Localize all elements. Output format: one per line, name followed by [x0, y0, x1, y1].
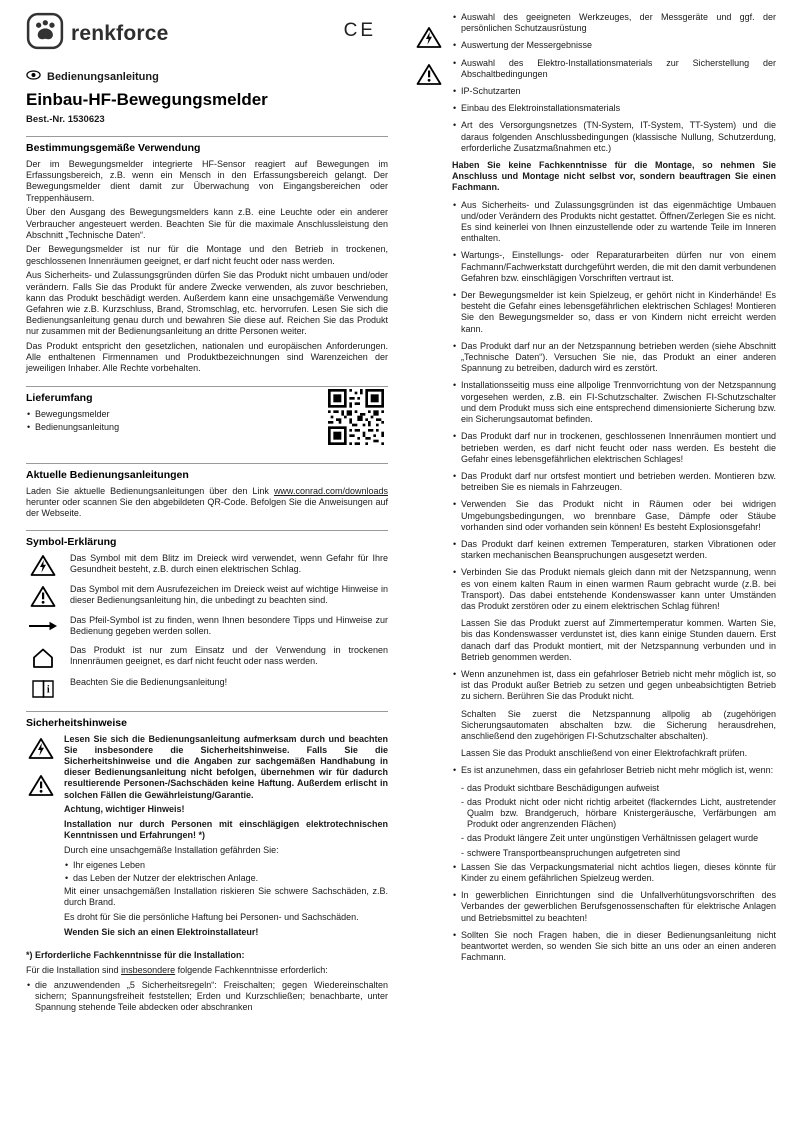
exclamation-triangle-icon [26, 584, 60, 608]
safety-item: • Das Produkt darf keinen extremen Temperaturen, starken Vibrationen oder starken mechanischen Beanspruchungen ausgesetzt werden. [452, 539, 776, 561]
manuals-text [26, 486, 388, 520]
delivery-item: • Bedienungsanleitung [26, 422, 388, 433]
risk-item: • Ihr eigenes Leben [64, 860, 388, 871]
page-title: Einbau-HF-Bewegungsmelder [26, 90, 268, 109]
renkforce-paw-icon [26, 12, 64, 55]
lightning-triangle-icon [416, 26, 442, 54]
section-safety [26, 711, 388, 1014]
safety-item: Schalten Sie zuerst die Netzspannung allpolig ab (zugehörigen Sicherungsautomaten abschalten bzw. die Sicherung herausdrehen, anschließend den zugehörigen FI-Schutzschalter abschalten). [461, 708, 776, 741]
lightning-triangle-icon [26, 553, 60, 577]
section-heading-usage: Bestimmungsgemäße Verwendung [26, 142, 201, 154]
symbol-text: Das Symbol mit dem Ausrufezeichen im Dreieck weist auf wichtige Hinweise in dieser Bedienungsanleitung hin, die unbedingt zu beachten sind. [70, 584, 388, 606]
skills-lead-after: folgende Fachkenntnisse erforderlich: [177, 965, 328, 976]
arrow-icon [26, 615, 60, 631]
safety-item: Lassen Sie das Produkt zuerst auf Zimmertemperatur kommen. Warten Sie, bis das Kondenswasser verdunstet ist, dies kann einige Stunden dauern. Erst danach darf das Produkt montiert, mit der Netzspannung verbunden und in Betrieb genommen werden. [461, 618, 776, 662]
safety-intro-content [64, 734, 388, 942]
symbol-row [26, 677, 388, 700]
safety-item: - das Produkt längere Zeit unter ungünstigen Verhältnissen gelagert wurde [452, 833, 776, 844]
safety-item: • Verwenden Sie das Produkt nicht in Räumen oder bei widrigen Umgebungsbedingungen, wo brennbare Gase, Dämpfe oder Stäube vorhanden sind oder vorhanden sein können! Es besteht Explosionsgefahr! [452, 499, 776, 533]
safety-item: • Das Produkt darf nur in trockenen, geschlossenen Innenräumen montiert und betrieben werden, es darf nicht feucht oder nass werden. Es besteht die Gefahr eines lebensgefährlichen elektrischen Schlages! [452, 431, 776, 465]
safety-item: • In gewerblichen Einrichtungen sind die Unfallverhütungsvorschriften des Verbandes der gewerblichen Berufsgenossenschaften für elektrische Anlagen und Betriebsmittel zu beachten! [452, 890, 776, 924]
safety-item: • IP-Schutzarten [452, 86, 776, 97]
section-symbols [26, 530, 388, 699]
symbol-text: Das Symbol mit dem Blitz im Dreieck wird verwendet, wenn Gefahr für Ihre Gesundheit besteht, z.B. durch einen elektrischen Schlag. [70, 553, 388, 575]
symbol-text: Das Produkt ist nur zum Einsatz und der Verwendung in trockenen Innenräumen geeignet, es darf nicht feucht oder nass werden. [70, 644, 388, 666]
logo-text: renkforce [71, 21, 169, 45]
section-heading-safety: Sicherheitshinweise [26, 716, 127, 729]
symbol-row [26, 553, 388, 577]
left-column [26, 12, 388, 1015]
manuals-text-before: Laden Sie aktuelle Bedienungsanleitungen über den Link [26, 485, 269, 496]
safety-item: • Auswahl des Elektro-Installationsmaterials zur Sicherstellung der Abschaltbedingungen [452, 58, 776, 80]
safety-continued-content [452, 12, 776, 969]
safety-attention: Achtung, wichtiger Hinweis! [64, 804, 185, 815]
svg-text:i: i [46, 684, 50, 696]
doc-type-line [26, 70, 388, 83]
ce-mark: CE [343, 20, 376, 41]
section-heading-manuals: Aktuelle Bedienungsanleitungen [26, 468, 189, 481]
doc-type-label: Bedienungsanleitung [47, 70, 159, 83]
section-heading-delivery: Lieferumfang [26, 391, 93, 404]
safety-item: • Auswahl des geeigneten Werkzeuges, der Messgeräte und ggf. der persönlichen Schutzausrüstung [452, 12, 776, 34]
exclamation-triangle-icon [416, 63, 442, 91]
safety-item: • Lassen Sie das Verpackungsmaterial nicht achtlos liegen, dieses könnte für Kinder zu einem gefährlichen Spielzeug werden. [452, 862, 776, 884]
safety-item: • Wenn anzunehmen ist, dass ein gefahrloser Betrieb nicht mehr möglich ist, so ist das Produkt außer Betrieb zu setzen und gegen unbeabsichtigten Betrieb zu sichern. Berühren Sie das Produkt nicht. [452, 669, 776, 703]
safety-item: • Wartungs-, Einstellungs- oder Reparaturarbeiten dürfen nur von einem Fachmann/Fachwerkstatt durchgeführt werden, die mit den damit verbundenen Gefahren bzw. einschlägigen Vorschriften vertraut ist. [452, 250, 776, 284]
safety-continued-block [414, 12, 776, 969]
section-heading-symbols: Symbol-Erklärung [26, 536, 117, 549]
symbol-row [26, 615, 388, 637]
manual-icon [26, 677, 60, 700]
usage-paragraph: Der im Bewegungsmelder integrierte HF-Sensor reagiert auf Bewegungen im Erfassungsbereich, z.B. wenn ein Mensch in den Erfassungsbereich gelangt. Der Bewegungsmelder dient damit zur Überwachung von Eingangsbereichen oder Treppenhäusern. [26, 159, 388, 203]
safety-risk-lead: Durch eine unsachgemäße Installation gefährden Sie: [64, 845, 279, 855]
safety-call-electrician: Wenden Sie sich an einen Elektroinstallateur! [64, 926, 259, 937]
safety-item: • Sollten Sie noch Fragen haben, die in dieser Bedienungsanleitung nicht beantwortet werden, so wenden Sie sich bitte an uns oder an einen anderen Fachmann. [452, 930, 776, 964]
skills-lead [26, 965, 388, 976]
safety-risk-items [64, 860, 388, 884]
section-manuals [26, 463, 388, 520]
skills-heading: *) Erforderliche Fachkenntnisse für die Installation: [26, 950, 245, 961]
house-icon [26, 645, 60, 670]
section-usage [26, 136, 388, 375]
manuals-text-after: herunter oder scannen Sie den abgebildeten QR-Code. Befolgen Sie die Anweisungen auf der Webseite. [26, 496, 388, 519]
download-link[interactable]: www.conrad.com/downloads [273, 485, 388, 496]
skills-lead-underline: insbesondere [121, 965, 176, 976]
safety-item: • Das Produkt darf nur ortsfest montiert und betrieben werden. Montieren bzw. betreiben Sie es niemals in Fahrzeugen. [452, 471, 776, 493]
usage-paragraph: Das Produkt entspricht den gesetzlichen, nationalen und europäischen Anforderungen. Alle enthaltenen Firmennamen und Produktbezeichnungen sind Warenzeichen der jeweiligen Inhaber. Alle Rechte vorbehalten. [26, 341, 388, 374]
symbol-text: Das Pfeil-Symbol ist zu finden, wenn Ihnen besondere Tipps und Hinweise zur Bedienung gegeben werden sollen. [70, 615, 388, 637]
safety-icon-column [414, 12, 444, 969]
safety-item: Haben Sie keine Fachkenntnisse für die Montage, so nehmen Sie Anschluss und Montage nicht selbst vor, sondern beauftragen Sie einen Fachmann. [452, 160, 776, 193]
safety-item: • Der Bewegungsmelder ist kein Spielzeug, er gehört nicht in Kinderhände! Es besteht die Gefahr eines lebensgefährlichen elektrischen Schlages! Montieren Sie den Bewegungsmelder so, dass er von Kindern nicht erreicht werden kann. [452, 290, 776, 335]
eye-icon [26, 70, 41, 83]
safety-risk-damage: Mit einer unsachgemäßen Installation riskieren Sie schwere Sachschäden, z.B. durch Brand. [64, 886, 388, 908]
delivery-item: • Bewegungsmelder [26, 409, 388, 420]
risk-item: • das Leben der Nutzer der elektrischen Anlage. [64, 873, 388, 884]
safety-install-note: Installation nur durch Personen mit einschlägigen elektrotechnischen Kenntnissen und Erfahrungen! *) [64, 819, 388, 841]
safety-icon-column [26, 734, 56, 942]
safety-risk-liability: Es droht für Sie die persönliche Haftung bei Personen- und Sachschäden. [64, 912, 359, 923]
renkforce-logo [26, 12, 169, 55]
safety-item: • Art des Versorgungsnetzes (TN-System, IT-System, TT-System) und die daraus folgenden Anschlussbedingungen (klassische Nullung, Schutzerdung, erforderliche Zusatzmaßnahmen etc.) [452, 120, 776, 154]
safety-item: Lassen Sie das Produkt anschließend von einer Elektrofachkraft prüfen. [461, 748, 748, 759]
usage-paragraphs [26, 159, 388, 375]
symbol-row [26, 584, 388, 608]
usage-paragraph: Der Bewegungsmelder ist nur für die Montage und den Betrieb in trockenen, geschlossenen Innenräumen geeignet, er darf nicht feucht oder nass werden. [26, 244, 388, 266]
safety-item: • Aus Sicherheits- und Zulassungsgründen ist das eigenmächtige Umbauen und/oder Verändern des Produkts nicht gestattet. Öffnen/Zerlegen Sie es nicht. Es sind keinerlei von Ihnen einzustellende oder zu wartende Teile im Inneren enthalten. [452, 200, 776, 245]
safety-item: • Das Produkt darf nur an der Netzspannung betrieben werden (siehe Abschnitt „Technische Daten“). Versuchen Sie nie, das Produkt an einer anderen Spannung zu betreiben, dadurch wird es zerstört. [452, 341, 776, 375]
safety-intro: Lesen Sie sich die Bedienungsanleitung aufmerksam durch und beachten Sie insbesondere die Sicherheitshinweise. Falls Sie die Sicherheitshinweise und die Angaben zur sachgemäßen Handhabung in dieser Bedienungsanleitung nicht befolgen, übernehmen wir für dadurch resultierende Personen-/Sachschäden keine Haftung. Außerdem erlischt in solchen Fällen die Gewährleistung/Garantie. [64, 733, 388, 800]
safety-intro-block [26, 734, 388, 942]
symbol-row [26, 645, 388, 670]
safety-item: • Auswertung der Messergebnisse [452, 40, 776, 51]
section-delivery [26, 386, 388, 452]
lightning-triangle-icon [28, 737, 54, 765]
right-column [414, 12, 776, 1015]
safety-item: • Verbinden Sie das Produkt niemals gleich dann mit der Netzspannung, wenn es von einem kalten Raum in einen warmen Raum gebracht wurde (z.B. bei Transport). Das dabei entstehende Kondenswasser kann unter Umständen das Produkt zerstören oder zu einem elektrischen Schlag führen! [452, 567, 776, 612]
safety-item: • Es ist anzunehmen, dass ein gefahrloser Betrieb nicht mehr möglich ist, wenn: [452, 765, 776, 776]
safety-item: - schwere Transportbeanspruchungen aufgetreten sind [452, 848, 776, 859]
safety-skills-block [26, 950, 388, 1013]
brand-row [26, 12, 388, 58]
skills-lead-before: Für die Installation sind [26, 965, 119, 976]
order-number: Best.-Nr. 1530623 [26, 114, 105, 125]
safety-item: - das Produkt nicht oder nicht richtig arbeitet (flackerndes Licht, austretender Qualm bzw. Brandgeruch, hörbare Knistergeräusche, Verfärbungen am Produkt oder angrenzenden Flächen) [452, 797, 776, 831]
safety-item: - das Produkt sichtbare Beschädigungen aufweist [452, 783, 776, 794]
skills-bullet: • die anzuwendenden „5 Sicherheitsregeln“: Freischalten; gegen Wiedereinschalten sichern; Spannungsfreiheit feststellen; Erden und Kurzschließen; benachbarte, unter Spannung stehende Teile abdecken oder abschranken [26, 980, 388, 1014]
usage-paragraph: Aus Sicherheits- und Zulassungsgründen dürfen Sie das Produkt nicht umbauen und/oder verändern. Falls Sie das Produkt für andere Zwecke verwenden, als zuvor beschrieben, kann das Produkt beschädigt werden. Außerdem kann eine unsachgemäße Verwendung Gefahren wie z.B. Kurzschluss, Brand, Stromschlag, etc. hervorrufen. Lesen Sie sich die Bedienungsanleitung genau durch und bewahren Sie diese auf. Reichen Sie das Produkt nur zusammen mit der Bedienungsanleitung an dritte Personen weiter. [26, 270, 388, 337]
symbol-text: Beachten Sie die Bedienungsanleitung! [70, 676, 228, 687]
usage-paragraph: Über den Ausgang des Bewegungsmelders kann z.B. eine Leuchte oder ein anderer Verbraucher angesteuert werden. Beachten Sie für die maximale Anschlussleistung den Abschnitt „Technische Daten“. [26, 207, 388, 240]
safety-item: • Installationsseitig muss eine allpolige Trennvorrichtung von der Netzspannung vorgesehen werden, z.B. ein FI-Schutzschalter. Zwischen FI-Schutzschalter und dem Produkt muss sich eine entsprechend dimensionierte Sicherung bzw. ein Sicherungsautomat befinden. [452, 380, 776, 425]
exclamation-triangle-icon [28, 774, 54, 802]
safety-item: • Einbau des Elektroinstallationsmaterials [452, 103, 776, 114]
